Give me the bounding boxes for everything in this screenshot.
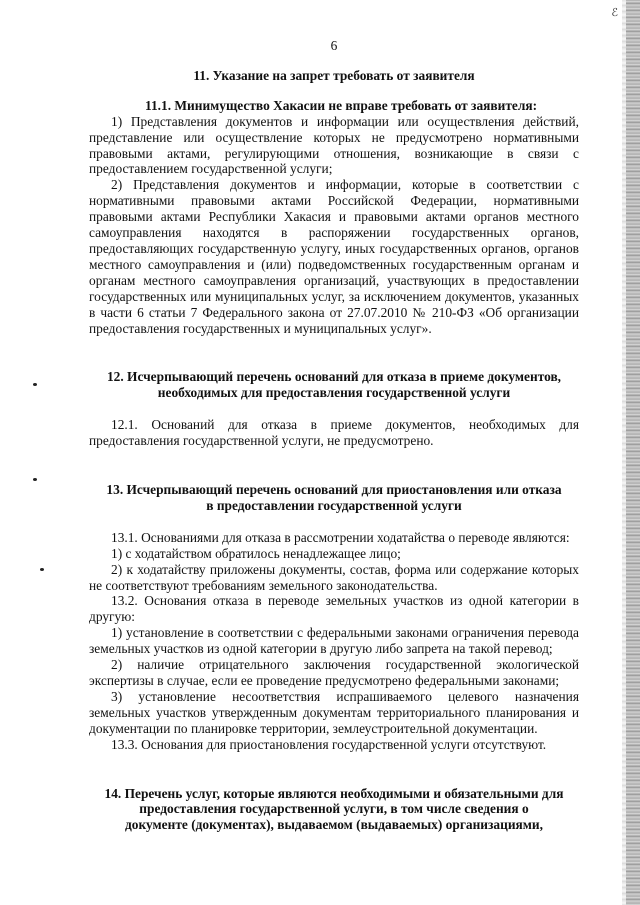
document-body: [89, 30, 579, 833]
scan-speck: [33, 478, 37, 481]
section-13-paragraph: 1) с ходатайством обратилось ненадлежащее лицо;: [111, 545, 401, 561]
section-13-paragraph: 1) установление в соответствии с федеральными законами ограничения перевода земельных участков из одной категории в другую либо запрета на такой перевод;: [89, 625, 579, 657]
section-11-heading: 11. Указание на запрет требовать от заявителя: [193, 67, 475, 83]
section-13-paragraph: 13.2. Основания отказа в переводе земельных участков из одной категории в другую:: [89, 593, 579, 625]
scan-edge-shadow-inner: [622, 0, 626, 905]
page-number: 6: [330, 38, 338, 53]
scan-edge-shadow: [626, 0, 640, 905]
scan-speck: [40, 568, 44, 571]
section-14-heading-line3: документе (документах), выдаваемом (выдаваемых) организациями,: [125, 817, 543, 833]
section-13-paragraph: 13.1. Основаниями для отказа в рассмотрении ходатайства о переводе являются:: [111, 529, 570, 545]
section-13-paragraph: 2) к ходатайству приложены документы, состав, форма или содержание которых не соответствуют требованиям земельного законодательства.: [89, 561, 579, 593]
section-13-paragraph: 13.3. Основания для приостановления государственной услуги отсутствуют.: [111, 736, 547, 752]
scan-speck: [33, 383, 37, 386]
section-12-paragraph: 12.1. Оснований для отказа в приеме документов, необходимых для предоставления государственной услуги, не предусмотрено.: [89, 417, 579, 449]
section-14-heading-line2: предоставления государственной услуги, в том числе сведения о: [139, 801, 529, 817]
section-13-paragraph: 3) установление несоответствия испрашиваемого целевого назначения земельных участков утвержденным документам территориального планирования и документации по планировке территории, землеустроительной документации.: [89, 688, 579, 736]
section-11-paragraph: 1) Представления документов и информации или осуществления действий, представление или осуществление которых не предусмотрено нормативными правовыми актами, регулирующими отношения, возникающие в связи с предоставлением государственной услуги;: [89, 113, 579, 177]
section-11-paragraph: 2) Представления документов и информации, которые в соответствии с нормативными правовыми актами Российской Федерации, нормативными правовыми актами Республики Хакасия и правовыми актами органов местного самоуправления находятся в распоряжении государственных органов, предоставляющих государственную услугу, иных государственных органов, органов местного самоуправления и (или) подведомственных государственным органам и органам местного самоуправления организаций, участвующих в предоставлении государственных или муниципальных услуг, за исключением документов, указанных в части 6 статьи 7 Федерального закона от 27.07.2010 № 210-ФЗ «Об организации предоставления государственных и муниципальных услуг».: [89, 177, 579, 336]
section-12-heading-line1: 12. Исчерпывающий перечень оснований для отказа в приеме документов,: [106, 369, 562, 385]
section-13-heading-line2: в предоставлении государственной услуги: [206, 497, 462, 513]
section-14-heading-line1: 14. Перечень услуг, которые являются необходимыми и обязательными для: [104, 785, 564, 801]
section-12-heading-line2: необходимых для предоставления государственной услуги: [157, 385, 511, 401]
section-11-1-heading: 11.1. Минимущество Хакасии не вправе требовать от заявителя:: [145, 97, 538, 113]
corner-mark: ℰ: [611, 7, 618, 19]
section-13-heading-line1: 13. Исчерпывающий перечень оснований для приостановления или отказа: [106, 482, 562, 498]
section-13-paragraph: 2) наличие отрицательного заключения государственной экологической экспертизы в случае, если ее проведение предусмотрено федеральными законами;: [89, 657, 579, 688]
